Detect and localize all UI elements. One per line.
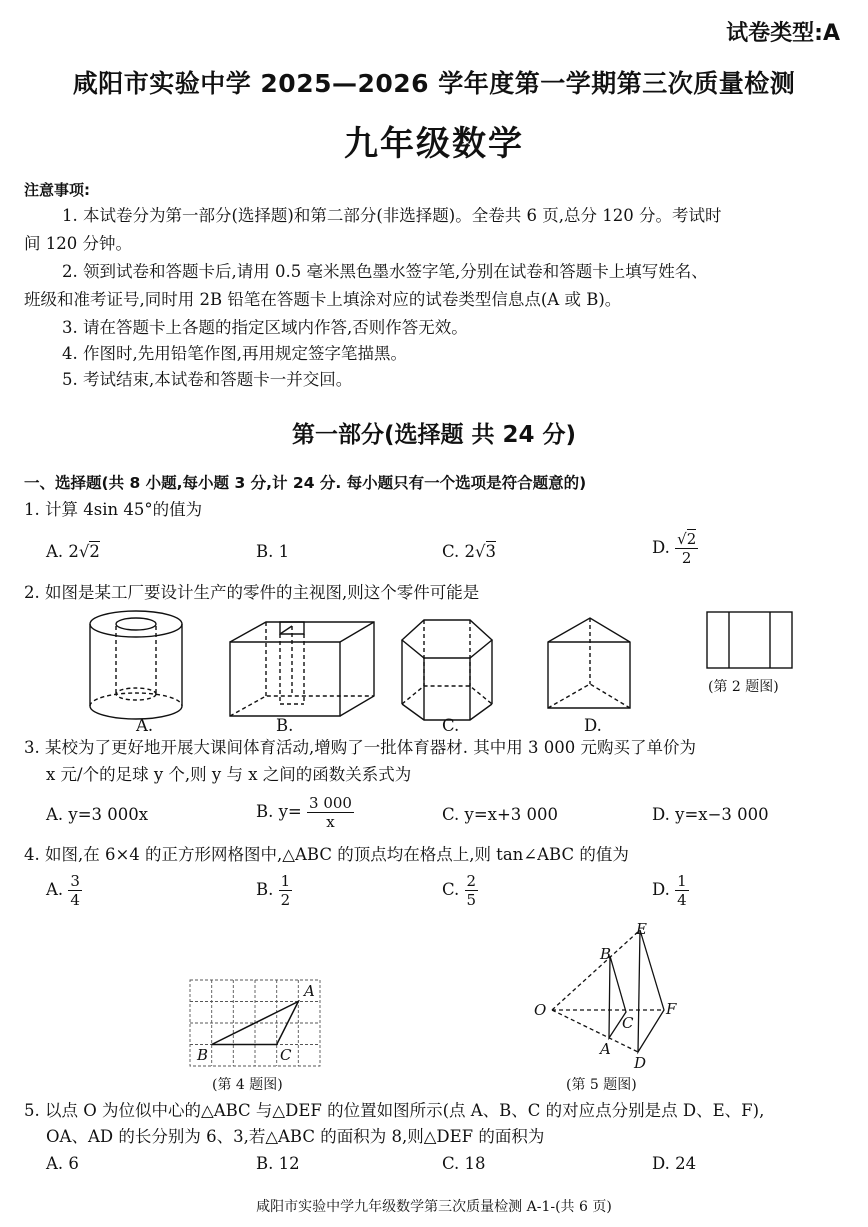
sqrt-sign: √	[78, 542, 90, 561]
q5-homothety-figure	[540, 920, 690, 1070]
q2-figures	[0, 600, 868, 730]
fraction-denominator: 5	[466, 891, 477, 909]
q1-option-a	[46, 542, 100, 561]
part1-title: 第一部分(选择题 共 24 分)	[291, 422, 577, 448]
q3-option-b	[256, 794, 354, 831]
q3-b-prefix: B. y=	[256, 802, 302, 821]
q5-caption: (第 5 题图)	[566, 1077, 637, 1093]
q4-c-label: C.	[442, 880, 460, 899]
part1-instruction: 一、选择题(共 8 小题,每小题 3 分,计 24 分. 每小题只有一个选项是符合题意的)	[24, 474, 587, 492]
q4-grid-figure	[190, 980, 322, 1070]
q4-c-fraction	[465, 872, 479, 909]
sqrt-sign: √	[677, 530, 687, 548]
fraction-denominator: 2	[280, 891, 291, 909]
q1-option-d	[652, 530, 698, 567]
q2-label-a: A.	[136, 716, 154, 735]
fraction-denominator: x	[326, 813, 335, 831]
q4-d-fraction	[675, 872, 689, 909]
note-line: 2. 领到试卷和答题卡后,请用 0.5 毫米黑色墨水签字笔,分别在试卷和答题卡上填写姓名、	[62, 262, 708, 281]
figure-b-box-with-hole	[230, 622, 374, 716]
subject-title: 九年级数学	[344, 124, 524, 164]
q2-label-d: D.	[584, 716, 602, 735]
fraction-denominator: 4	[677, 891, 687, 909]
figure-a-hollow-cylinder	[90, 611, 182, 719]
q1-option-b: B. 1	[256, 542, 290, 561]
q3-line2: x 元/个的足球 y 个,则 y 与 x 之间的函数关系式为	[46, 765, 412, 784]
note-line: 4. 作图时,先用铅笔作图,再用规定签字笔描黑。	[62, 344, 407, 363]
q4-a-fraction	[68, 872, 82, 909]
notes-heading: 注意事项:	[24, 181, 90, 199]
q2-label-c: C.	[442, 716, 460, 735]
q5-point-a-label: A	[600, 1040, 611, 1058]
q3-option-d: D. y=x−3 000	[652, 805, 769, 824]
fraction-numerator: 1	[677, 872, 687, 890]
q5-line2: OA、AD 的长分别为 6、3,若△ABC 的面积为 8,则△DEF 的面积为	[46, 1127, 545, 1146]
q5-point-o-label: O	[534, 1001, 547, 1019]
fraction-numerator: 3 000	[309, 794, 352, 812]
q4-caption: (第 4 题图)	[212, 1077, 283, 1093]
note-line: 3. 请在答题卡上各题的指定区域内作答,否则作答无效。	[62, 318, 468, 337]
q1-d-radicand: 2	[686, 530, 697, 548]
q5-point-d-label: D	[634, 1054, 647, 1072]
paper-type-label: 试卷类型:A	[726, 21, 840, 46]
q3-b-fraction	[307, 794, 354, 831]
note-line: 间 120 分钟。	[24, 234, 132, 253]
q4-b-fraction	[279, 872, 293, 909]
q4-stem: 4. 如图,在 6×4 的正方形网格图中,△ABC 的顶点均在格点上,则 tan∠ABC 的值为	[24, 845, 629, 864]
fraction-numerator: 3	[70, 872, 80, 890]
q1-d-label: D.	[652, 538, 670, 557]
exam-title: 咸阳市实验中学 2025—2026 学年度第一学期第三次质量检测	[72, 69, 796, 98]
q5-point-e-label: E	[636, 920, 647, 938]
figure-c-hexagonal-prism	[402, 620, 492, 720]
page-footer: 咸阳市实验中学九年级数学第三次质量检测 A-1-(共 6 页)	[256, 1199, 612, 1215]
fraction-numerator	[675, 530, 698, 549]
q1-stem: 1. 计算 4sin 45°的值为	[24, 500, 203, 519]
note-line: 1. 本试卷分为第一部分(选择题)和第二部分(非选择题)。全卷共 6 页,总分 120 分。考试时	[62, 206, 722, 225]
figure-d-triangular-prism	[548, 618, 630, 708]
q2-stem: 2. 如图是某工厂要设计生产的零件的主视图,则这个零件可能是	[24, 583, 480, 602]
q1-option-c	[442, 542, 496, 561]
q5-option-b: B. 12	[256, 1154, 300, 1173]
q4-point-b-label: B	[197, 1046, 209, 1064]
figure-main-view	[707, 612, 792, 668]
q5-point-b-label: B	[600, 945, 612, 963]
q3-option-c: C. y=x+3 000	[442, 805, 559, 824]
fraction-numerator: 1	[280, 872, 291, 890]
q1-d-fraction	[675, 530, 698, 567]
note-line: 班级和准考证号,同时用 2B 铅笔在答题卡上填涂对应的试卷类型信息点(A 或 B)。	[24, 290, 622, 309]
q1-a-prefix: A. 2	[46, 542, 79, 561]
triangle-def	[638, 930, 664, 1052]
q5-line1: 5. 以点 O 为位似中心的△ABC 与△DEF 的位置如图所示(点 A、B、C 的对应点分别是点 D、E、F),	[24, 1101, 765, 1120]
fraction-numerator: 2	[466, 872, 477, 890]
q4-option-d	[652, 872, 689, 909]
q5-option-a: A. 6	[46, 1154, 79, 1173]
q1-c-prefix: C. 2	[442, 542, 476, 561]
q4-option-b	[256, 872, 292, 909]
q4-point-a-label: A	[304, 982, 315, 1000]
q5-point-f-label: F	[666, 1000, 677, 1018]
q4-point-c-label: C	[280, 1046, 292, 1064]
note-line: 5. 考试结束,本试卷和答题卡一并交回。	[62, 370, 353, 389]
fraction-denominator: 4	[70, 891, 80, 909]
q1-c-radicand: 3	[485, 542, 497, 561]
q1-a-radicand: 2	[89, 542, 100, 561]
q4-a-label: A.	[46, 880, 64, 899]
q4-b-label: B.	[256, 880, 274, 899]
q5-point-c-label: C	[622, 1014, 634, 1032]
q3-option-a: A. y=3 000x	[46, 805, 149, 824]
q5-option-d: D. 24	[652, 1154, 697, 1173]
q2-label-b: B.	[276, 716, 294, 735]
q4-option-c	[442, 872, 478, 909]
q4-option-a	[46, 872, 82, 909]
sqrt-sign: √	[475, 542, 486, 561]
q4-d-label: D.	[652, 880, 670, 899]
q3-line1: 3. 某校为了更好地开展大课间体育活动,增购了一批体育器材. 其中用 3 000 元购买了单价为	[24, 738, 696, 757]
q5-option-c: C. 18	[442, 1154, 486, 1173]
fraction-denominator: 2	[681, 549, 692, 567]
q2-caption: (第 2 题图)	[708, 679, 779, 695]
